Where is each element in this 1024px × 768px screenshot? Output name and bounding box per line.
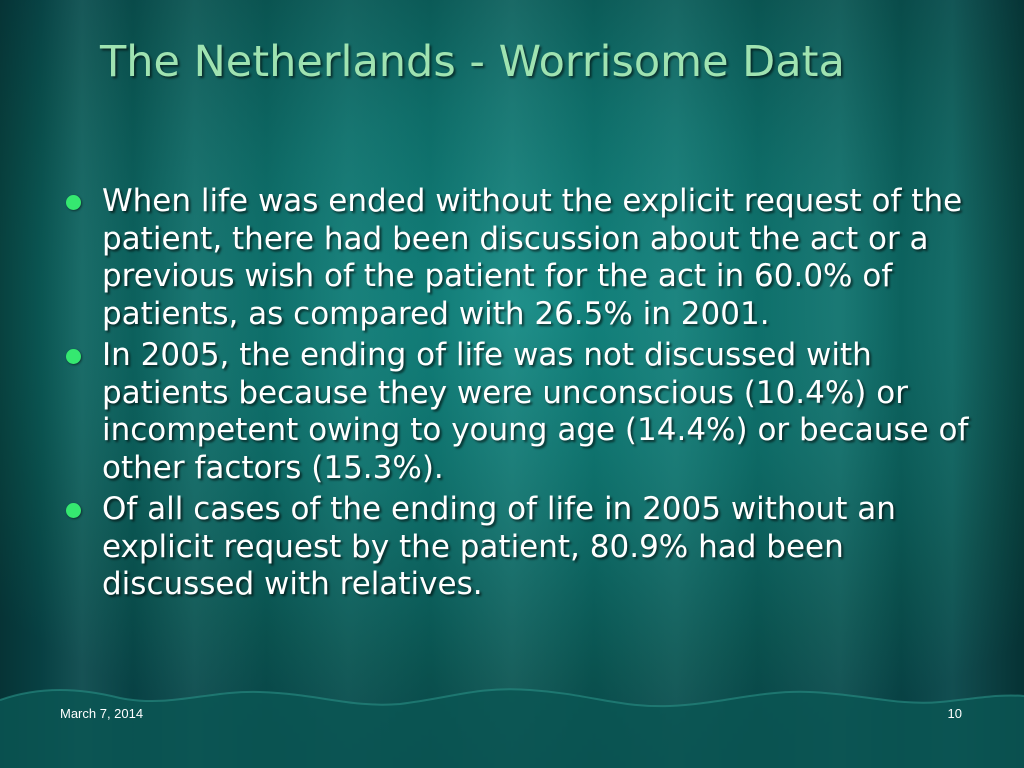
bullet-item	[62, 337, 992, 487]
slide-page-number: 10	[947, 706, 962, 721]
footer-date: March 7, 2014	[60, 706, 144, 721]
round-bullet-icon	[66, 503, 81, 518]
bullet-text: In 2005, the ending of life was not discussed with patients because they were unconscious (10.4%) or incompetent owing to young age (14.4%) or because of other factors (15.3%).	[102, 337, 969, 486]
bullet-text: When life was ended without the explicit request of the patient, there had been discussion about the act or a previous wish of the patient for the act in 60.0% of patients, as compared with 26.5% in 2001.	[102, 183, 963, 332]
bullet-item	[62, 491, 992, 604]
round-bullet-icon	[66, 195, 81, 210]
bullet-text: Of all cases of the ending of life in 2005 without an explicit request by the patient, 80.9% had been discussed with relatives.	[102, 491, 896, 602]
bullet-item	[62, 183, 992, 333]
bullet-list	[62, 183, 992, 608]
round-bullet-icon	[66, 349, 81, 364]
drape-bottom-decoration	[0, 668, 1024, 768]
slide-title: The Netherlands - Worrisome Data	[100, 37, 845, 87]
